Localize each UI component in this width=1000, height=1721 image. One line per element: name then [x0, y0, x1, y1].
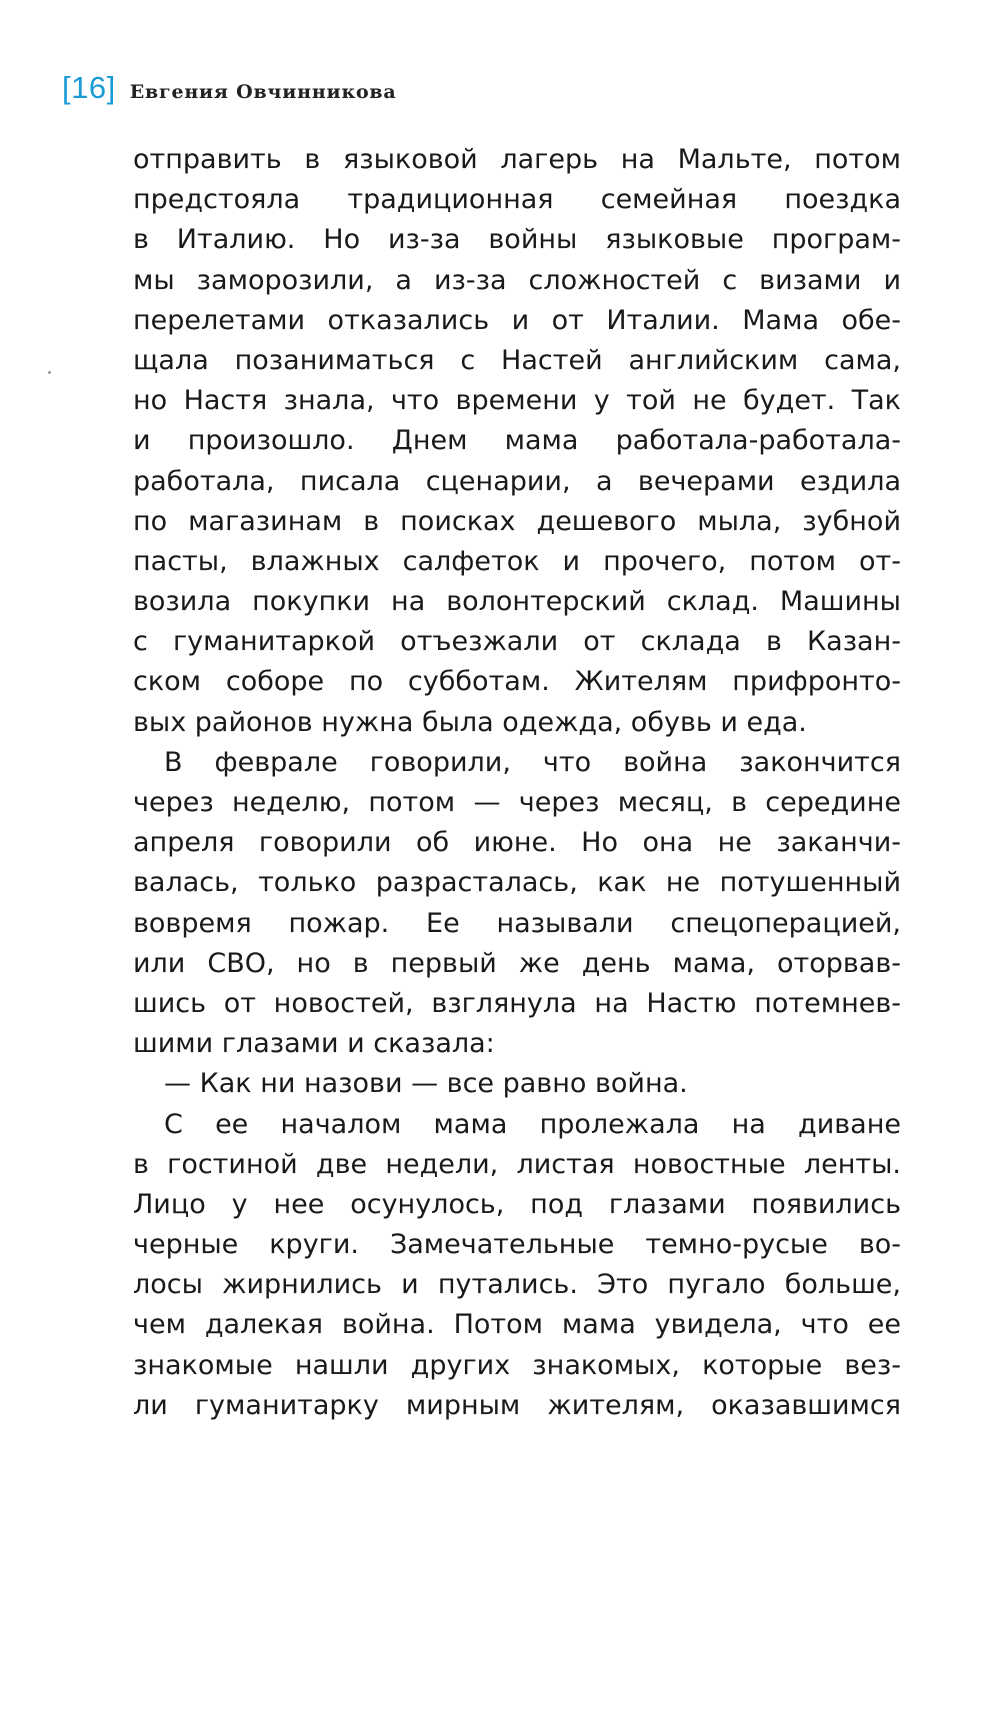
text-line: черные круги. Замечательные темно-русые во-	[133, 1229, 901, 1261]
text-line: шись от новостей, взглянула на Настю потемнев-	[133, 987, 901, 1019]
text-line: Лицо у нее осунулось, под глазами появились	[133, 1188, 901, 1220]
text-line: — Как ни назови — все равно война.	[164, 1068, 688, 1100]
text-line: шими глазами и сказала:	[133, 1028, 495, 1060]
text-line: валась, только разрасталась, как не потушенный	[133, 867, 901, 899]
author-name: Евгения Овчинникова	[129, 81, 397, 103]
text-line: или СВО, но в первый же день мама, оторвав-	[133, 947, 901, 979]
text-line: щала позаниматься с Настей английским сама,	[133, 344, 901, 376]
text-line: ском соборе по субботам. Жителям прифронто-	[133, 666, 901, 698]
text-line: вовремя пожар. Ее называли спецоперацией,	[133, 907, 901, 939]
text-line: и произошло. Днем мама работала-работала-	[133, 425, 901, 457]
text-line: вых районов нужна была одежда, обувь и еда.	[133, 706, 807, 738]
paragraph	[133, 743, 901, 1065]
text-line: чем далекая война. Потом мама увидела, что ее	[133, 1309, 901, 1341]
text-line: пасты, влажных салфеток и прочего, потом от-	[133, 545, 901, 577]
text-line: лосы жирнились и путались. Это пугало больше,	[133, 1269, 901, 1301]
text-line: возила покупки на волонтерский склад. Машины	[133, 586, 901, 618]
text-line: с гуманитаркой отъезжали от склада в Казан-	[133, 626, 901, 658]
paragraph	[133, 1105, 901, 1427]
text-line: в Италию. Но из-за войны языковые програм-	[133, 224, 901, 256]
text-line: по магазинам в поисках дешевого мыла, зубной	[133, 505, 901, 537]
text-line: знакомые нашли других знакомых, которые вез-	[133, 1349, 901, 1381]
body-text	[133, 140, 901, 1426]
running-head	[62, 70, 397, 110]
text-line: апреля говорили об июне. Но она не заканчи-	[133, 827, 901, 859]
text-line: ли гуманитарку мирным жителям, оказавшимся	[133, 1389, 901, 1421]
text-line: мы заморозили, а из-за сложностей с визами и	[133, 264, 901, 296]
text-line: С ее началом мама пролежала на диване	[164, 1108, 901, 1140]
text-line: предстояла традиционная семейная поездка	[133, 184, 901, 216]
text-line: но Настя знала, что времени у той не будет. Так	[133, 385, 901, 417]
paragraph	[133, 140, 901, 743]
text-line: В феврале говорили, что война закончится	[164, 746, 901, 778]
text-line: через неделю, потом — через месяц, в середине	[133, 787, 901, 818]
text-line: работала, писала сценарии, а вечерами ездила	[133, 465, 901, 497]
text-line: перелетами отказались и от Италии. Мама обе-	[133, 304, 901, 336]
scan-speck	[48, 371, 51, 374]
paragraph	[133, 1064, 901, 1104]
page-number: [16]	[62, 70, 116, 105]
text-line: отправить в языковой лагерь на Мальте, потом	[133, 144, 901, 175]
text-line: в гостиной две недели, листая новостные ленты.	[133, 1148, 901, 1180]
